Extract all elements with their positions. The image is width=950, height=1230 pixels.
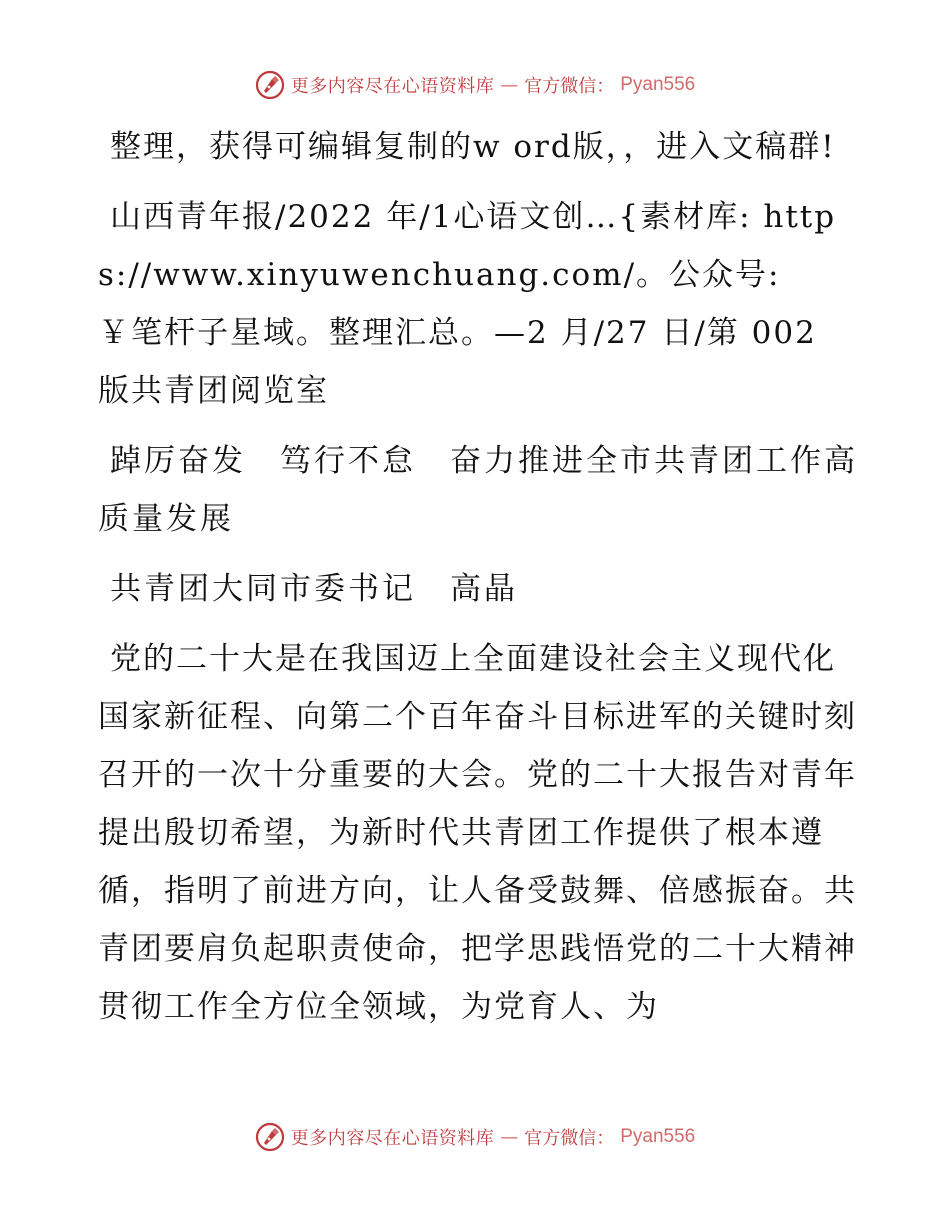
watermark-official-label: 官方微信： <box>524 1128 615 1149</box>
article-author: 共青团大同市委书记 高晶 <box>110 571 518 607</box>
watermark-dash: — <box>500 74 519 96</box>
article-title: 踔厉奋发 笃行不怠 奋力推进全市共青团工作高质量发展 <box>98 443 858 537</box>
watermark-footer <box>0 1122 950 1152</box>
watermark-slogan: 更多内容尽在心语资料库 <box>290 1128 495 1149</box>
paragraph-source: 山西青年报/2022 年/1心语文创…{素材库: https://www.xinyuwenchuang.com/。公众号: ￥笔杆子星域。整理汇总。—2 月/27 日/第 002 版共青团阅览室 <box>98 199 837 409</box>
paragraph-intro: 整理，获得可编辑复制的w ord版，，进入文稿群! <box>110 129 836 165</box>
watermark-slogan: 更多内容尽在心语资料库 <box>290 76 495 97</box>
watermark-header <box>0 70 950 100</box>
watermark-wechat-id: Pyan556 <box>620 74 696 95</box>
pen-nib-logo-icon <box>255 70 285 100</box>
watermark-dash: — <box>500 1126 519 1148</box>
watermark-wechat-id: Pyan556 <box>620 1126 696 1147</box>
watermark-official-label: 官方微信： <box>524 76 615 97</box>
document-body <box>98 118 858 1048</box>
pen-nib-logo-icon <box>255 1122 285 1152</box>
paragraph-body: 党的二十大是在我国迈上全面建设社会主义现代化国家新征程、向第二个百年奋斗目标进军的关键时刻召开的一次十分重要的大会。党的二十大报告对青年提出殷切希望，为新时代共青团工作提供了根本遵循，指明了前进方向，让人备受鼓舞、倍感振奋。共青团要肩负起职责使命，把学思践悟党的二十大精神贯彻工作全方位全领域，为党育人、为 <box>98 641 857 1025</box>
